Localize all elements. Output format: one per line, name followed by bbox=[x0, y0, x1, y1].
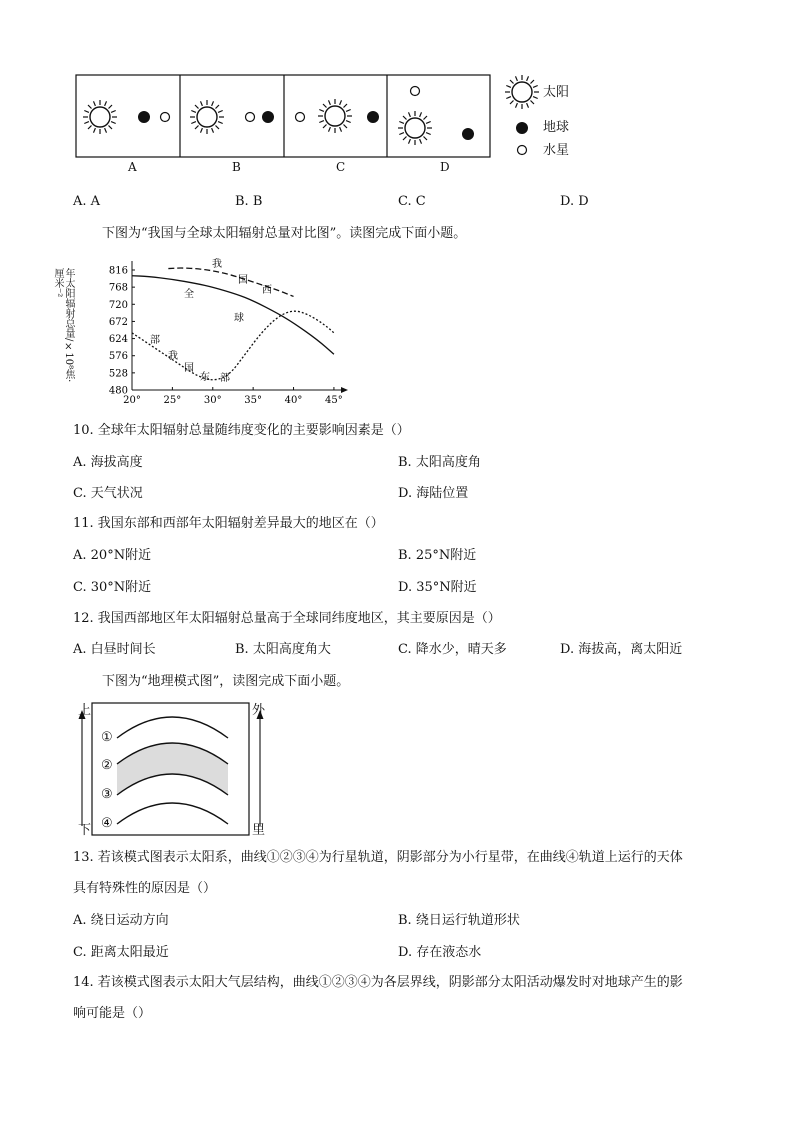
curve-annotation: 球 bbox=[234, 313, 244, 324]
y-tick-label: 672 bbox=[108, 316, 128, 328]
q10-option-b: B. 太阳高度角 bbox=[398, 455, 481, 470]
q11-option-a: A. 20°N附近 bbox=[73, 548, 152, 563]
x-tick-label: 20° bbox=[123, 395, 141, 406]
y-tick-label: 816 bbox=[108, 265, 128, 277]
intro-radiation: 下图为“我国与全球太阳辐射总量对比图”。读图完成下面小题。 bbox=[102, 226, 467, 241]
label-down: 下 bbox=[78, 823, 92, 838]
q10-stem: 10. 全球年太阳辐射总量随纬度变化的主要影响因素是（） bbox=[73, 423, 410, 438]
x-tick-label: 30° bbox=[203, 395, 222, 406]
curve-annotation: 东 bbox=[200, 372, 210, 383]
q9-option-a: A. A bbox=[73, 194, 101, 209]
x-tick-label: 40° bbox=[284, 395, 303, 406]
panel-label-a: A bbox=[128, 160, 137, 174]
curve-label-2: ② bbox=[101, 758, 113, 773]
q13-option-b: B. 绕日运行轨道形状 bbox=[398, 913, 520, 928]
curve-annotation: 部 bbox=[220, 373, 230, 384]
panel-label-b: B bbox=[232, 160, 241, 174]
curve-annotation: 西 bbox=[262, 285, 272, 296]
sun-icon bbox=[190, 100, 224, 134]
mercury-icon bbox=[246, 113, 255, 122]
q13-stem-line2: 具有特殊性的原因是（） bbox=[73, 881, 217, 896]
q11-option-c: C. 30°N附近 bbox=[73, 580, 152, 595]
legend-earth-label: 地球 bbox=[543, 120, 570, 135]
earth-icon bbox=[262, 111, 274, 123]
legend-mercury-label: 水星 bbox=[543, 143, 570, 158]
q12-option-a: A. 白昼时间长 bbox=[73, 642, 156, 657]
x-tick-label: 45° bbox=[325, 395, 343, 406]
q12-stem: 12. 我国西部地区年太阳辐射总量高于全球同纬度地区，其主要原因是（） bbox=[73, 611, 501, 626]
y-tick-label: 480 bbox=[108, 385, 128, 397]
q12-option-d: D. 海拔高，离太阳近 bbox=[560, 642, 683, 657]
curve-1 bbox=[117, 717, 228, 738]
q13-stem-line1: 13. 若该模式图表示太阳系，曲线①②③④为行星轨道，阴影部分为小行星带，在曲线④轨道上运行的天体 bbox=[73, 850, 683, 865]
curve-annotation: 我 bbox=[168, 351, 178, 362]
radiation-chart bbox=[70, 255, 360, 415]
label-outer: 外 bbox=[252, 703, 266, 718]
x-tick-label: 35° bbox=[244, 395, 263, 406]
legend-earth-icon bbox=[516, 122, 528, 134]
q13-option-c: C. 距离太阳最近 bbox=[73, 945, 169, 960]
x-axis-arrow-icon bbox=[341, 387, 348, 393]
label-inner: 里 bbox=[252, 823, 266, 838]
legend-sun-icon bbox=[505, 75, 539, 109]
label-up: 上 bbox=[78, 703, 92, 718]
curve-4 bbox=[117, 803, 228, 824]
curve-annotation: 国 bbox=[184, 363, 194, 374]
mercury-icon bbox=[411, 87, 420, 96]
q9-option-c: C. C bbox=[398, 194, 426, 209]
curve-label-3: ③ bbox=[101, 787, 113, 802]
panel-label-d: D bbox=[440, 160, 450, 174]
earth-icon bbox=[462, 128, 474, 140]
q12-option-c: C. 降水少，晴天多 bbox=[398, 642, 507, 657]
y-tick-label: 576 bbox=[108, 351, 128, 363]
y-tick-label: 720 bbox=[108, 299, 128, 311]
series-line-2 bbox=[132, 311, 334, 380]
curve-label-1: ① bbox=[101, 730, 113, 745]
y-tick-label: 528 bbox=[108, 368, 128, 380]
curve-annotation: 国 bbox=[238, 275, 248, 286]
intro-model: 下图为“地理模式图”，读图完成下面小题。 bbox=[102, 674, 350, 689]
q13-option-a: A. 绕日运动方向 bbox=[73, 913, 169, 928]
mercury-icon bbox=[296, 113, 305, 122]
y-axis-label bbox=[52, 268, 74, 388]
series-line-0 bbox=[132, 276, 334, 355]
earth-icon bbox=[367, 111, 379, 123]
q10-option-d: D. 海陆位置 bbox=[398, 486, 469, 501]
y-axis-label-text: 年太阳辐射总量/×10⁸焦·厘米⁻² bbox=[52, 268, 74, 383]
shaded-band bbox=[117, 743, 228, 795]
q11-option-b: B. 25°N附近 bbox=[398, 548, 477, 563]
q10-option-a: A. 海拔高度 bbox=[73, 455, 143, 470]
q9-option-d: D. D bbox=[560, 194, 589, 209]
sun-icon bbox=[318, 99, 352, 133]
legend-mercury-icon bbox=[518, 146, 527, 155]
q12-option-b: B. 太阳高度角大 bbox=[235, 642, 331, 657]
q10-option-c: C. 天气状况 bbox=[73, 486, 143, 501]
q11-option-d: D. 35°N附近 bbox=[398, 580, 477, 595]
mercury-icon bbox=[161, 113, 170, 122]
sun-icon bbox=[83, 100, 117, 134]
y-tick-label: 768 bbox=[108, 282, 128, 294]
y-tick-label: 624 bbox=[108, 334, 128, 346]
q14-stem-line2: 响可能是（） bbox=[73, 1006, 152, 1021]
curve-annotation: 我 bbox=[212, 259, 222, 270]
q13-option-d: D. 存在液态水 bbox=[398, 945, 482, 960]
panel-label-c: C bbox=[336, 160, 346, 174]
legend-sun-label: 太阳 bbox=[543, 85, 570, 100]
sun-icon bbox=[398, 111, 432, 145]
curve-label-4: ④ bbox=[101, 816, 113, 831]
curve-annotation: 全 bbox=[184, 289, 194, 300]
q14-stem-line1: 14. 若该模式图表示太阳大气层结构，曲线①②③④为各层界线，阴影部分太阳活动爆发时对地球产生的影 bbox=[73, 975, 683, 990]
x-tick-label: 25° bbox=[163, 395, 182, 406]
earth-icon bbox=[138, 111, 150, 123]
q11-stem: 11. 我国东部和西部年太阳辐射差异最大的地区在（） bbox=[73, 516, 384, 531]
curve-annotation: 部 bbox=[150, 335, 160, 346]
q9-option-b: B. B bbox=[235, 194, 263, 209]
